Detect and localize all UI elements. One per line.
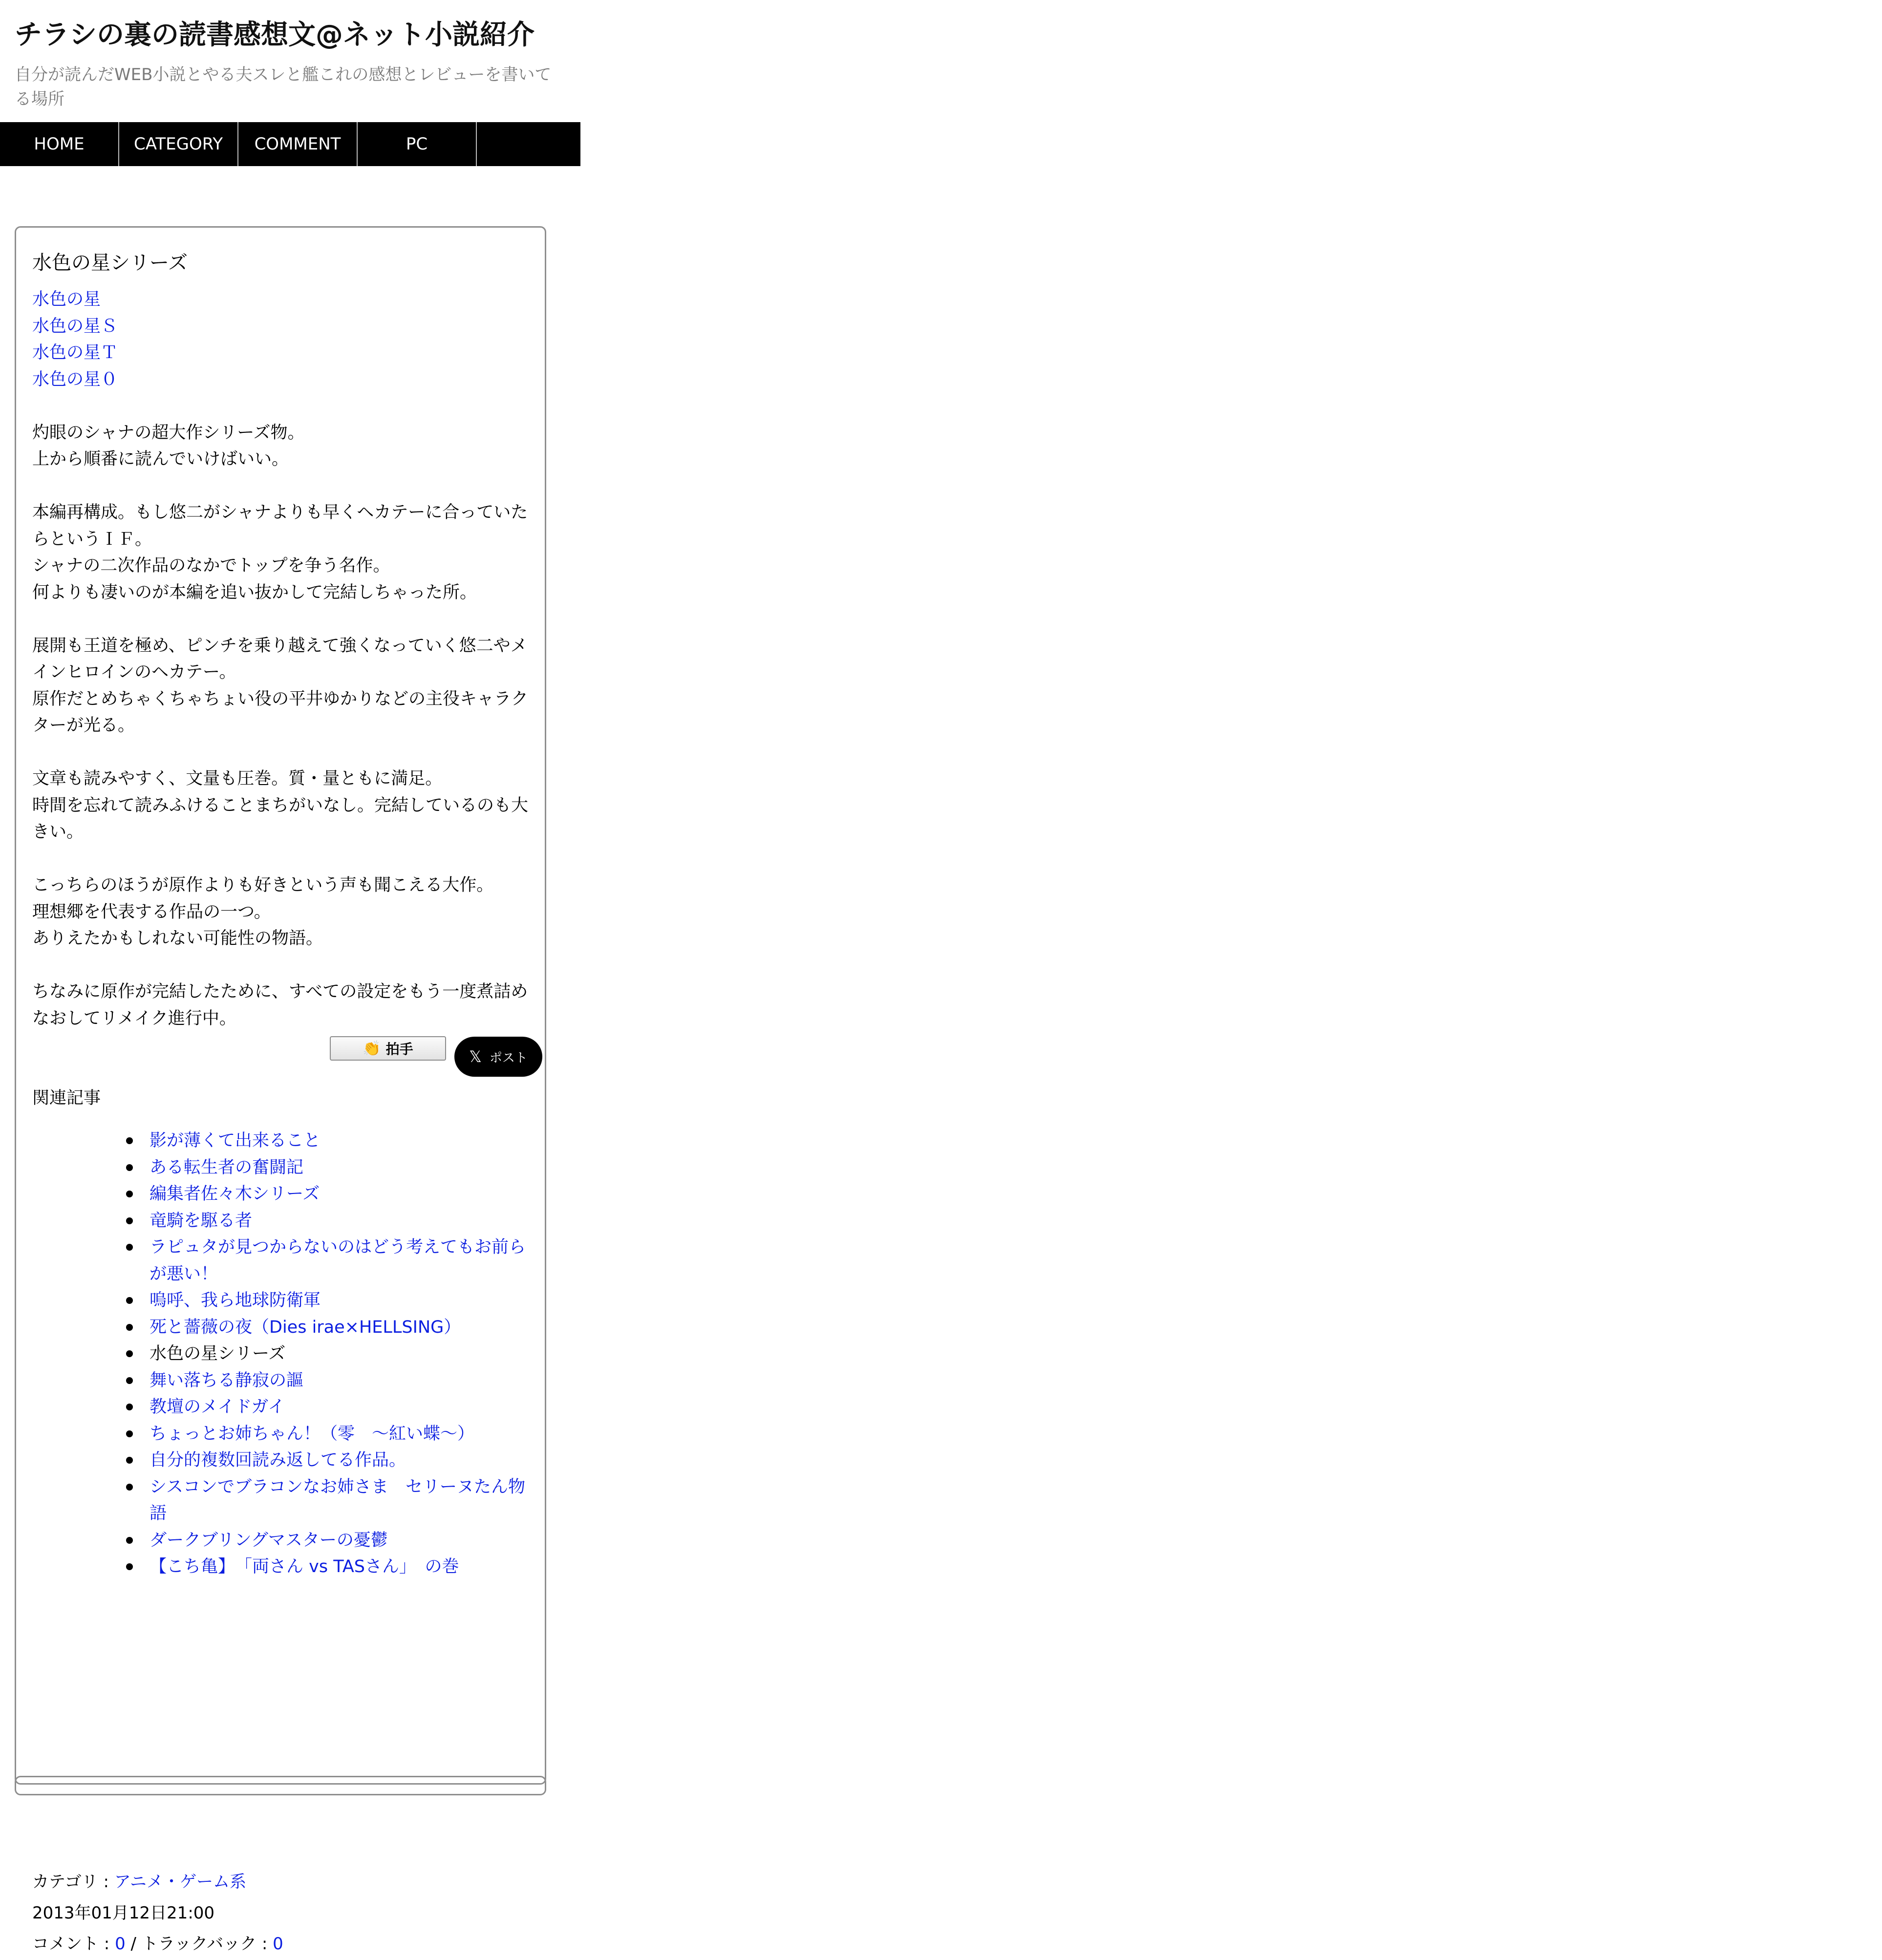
related-link[interactable]: ダークブリングマスターの憂鬱 [150,1530,388,1550]
x-post-button[interactable] [454,1037,542,1077]
entry-paragraph: こっちらのほうが原作よりも好きという声も聞こえる大作。 理想郷を代表する作品の一つ。 ありえたかもしれない可能性の物語。 [32,875,494,948]
series-link[interactable]: 水色の星０ [32,369,118,389]
x-logo-icon: 𝕏 [469,1047,482,1066]
list-item [150,1394,531,1421]
entry-paragraph: 文章も読みやすく、文量も圧巻。質・量ともに満足。 時間を忘れて読みふけることまちがいなし。完結しているのも大きい。 [32,769,529,842]
comment-line [32,1929,283,1960]
list-item [150,1447,531,1474]
related-link[interactable]: ラピュタが見つからないのはどう考えてもお前らが悪い！ [150,1237,526,1284]
series-link[interactable]: 水色の星Ｔ [32,343,118,362]
entry-paragraph: 展開も王道を極め、ピンチを乗り越えて強くなっていく悠二やメインヒロインのヘカテー。 原作だとめちゃくちゃちょい役の平井ゆかりなどの主役キャラクターが光る。 [32,636,529,735]
post-label: ポスト [489,1050,528,1065]
post-date: 2013年01月12日21:00 [32,1903,215,1923]
list-item [150,1128,531,1154]
series-link[interactable]: 水色の星 [32,290,101,309]
series-links [32,286,540,393]
list-item [150,1287,531,1314]
related-link[interactable]: 自分的複数回読み返してる作品。 [150,1450,406,1470]
list-item [150,1554,531,1580]
category-link[interactable]: アニメ・ゲーム系 [114,1872,247,1892]
related-link[interactable]: 竜騎を駆る者 [150,1211,253,1231]
related-link[interactable]: 死と薔薇の夜（Dies irae×HELLSING） [150,1317,461,1337]
nav-comment[interactable]: COMMENT [238,122,358,166]
clap-label: 拍手 [385,1041,413,1057]
entry-paragraph: 灼眼のシャナの超大作シリーズ物。 上から順番に読んでいけばいい。 [32,423,305,469]
list-item [150,1208,531,1235]
related-link[interactable]: 舞い落ちる静寂の謳 [150,1370,304,1390]
entry-paragraph: ちなみに原作が完結したために、すべての設定をもう一度煮詰めなおしてリメイク進行中。 [32,982,528,1028]
series-link[interactable]: 水色の星Ｓ [32,316,118,336]
main-nav [0,122,580,166]
meta-separator: / [125,1934,142,1954]
related-link[interactable]: 編集者佐々木シリーズ [150,1184,320,1204]
related-heading: 関連記事 [32,1088,101,1108]
related-link[interactable]: 嗚呼、我ら地球防衛軍 [150,1291,321,1310]
entry-body [32,286,540,1032]
trackback-prefix: トラックバック : [141,1934,273,1954]
site-description: 自分が読んだWEB小説とやる夫スレと艦これの感想とレビューを書いてる場所 [15,65,552,109]
entry-card [15,226,546,1954]
list-item [150,1181,531,1208]
related-link[interactable]: 教壇のメイドガイ [150,1397,285,1417]
comment-prefix: コメント : [32,1934,115,1954]
entry-meta [32,1867,283,1960]
site-title[interactable]: チラシの裏の読書感想文@ネット小説紹介 [15,19,535,51]
related-list [150,1128,531,1580]
page [0,0,580,1954]
entry-paragraph: 本編再構成。もし悠二がシャナよりも早くヘカテーに合っていたらというＩＦ。 シャナの二次作品のなかでトップを争う名作。 何よりも凄いのが本編を追い抜かして完結しちゃった所。 [32,503,528,602]
clap-button[interactable] [330,1036,446,1061]
next-entry-card [15,1776,546,1795]
related-link[interactable]: ちょっとお姉ちゃん！（零 〜紅い蝶〜） [150,1424,475,1444]
category-prefix: カテゴリ : [32,1872,114,1892]
nav-home[interactable]: HOME [0,122,119,166]
related-link[interactable]: シスコンでブラコンなお姉さま セリーヌたん物語 [150,1477,525,1523]
nav-pc[interactable]: PC [358,122,477,166]
nav-category[interactable]: CATEGORY [119,122,238,166]
list-item [150,1314,531,1341]
list-item [150,1234,531,1287]
entry-title: 水色の星シリーズ [32,252,188,274]
clap-icon: 👏 [363,1040,381,1057]
comment-count-link[interactable]: 0 [115,1934,126,1954]
list-item [150,1341,531,1367]
list-item [150,1474,531,1527]
list-item [150,1527,531,1554]
related-link[interactable]: ある転生者の奮闘記 [150,1157,304,1177]
site-header [0,0,580,122]
category-line [32,1867,283,1898]
related-current-item: 水色の星シリーズ [150,1344,286,1363]
list-item [150,1367,531,1394]
list-item [150,1421,531,1448]
related-link[interactable]: 【こち亀】 「両さん vs TASさん」 の巻 [150,1557,459,1577]
list-item [150,1154,531,1181]
trackback-count-link[interactable]: 0 [273,1934,283,1954]
related-link[interactable]: 影が薄くて出来ること [150,1131,321,1150]
